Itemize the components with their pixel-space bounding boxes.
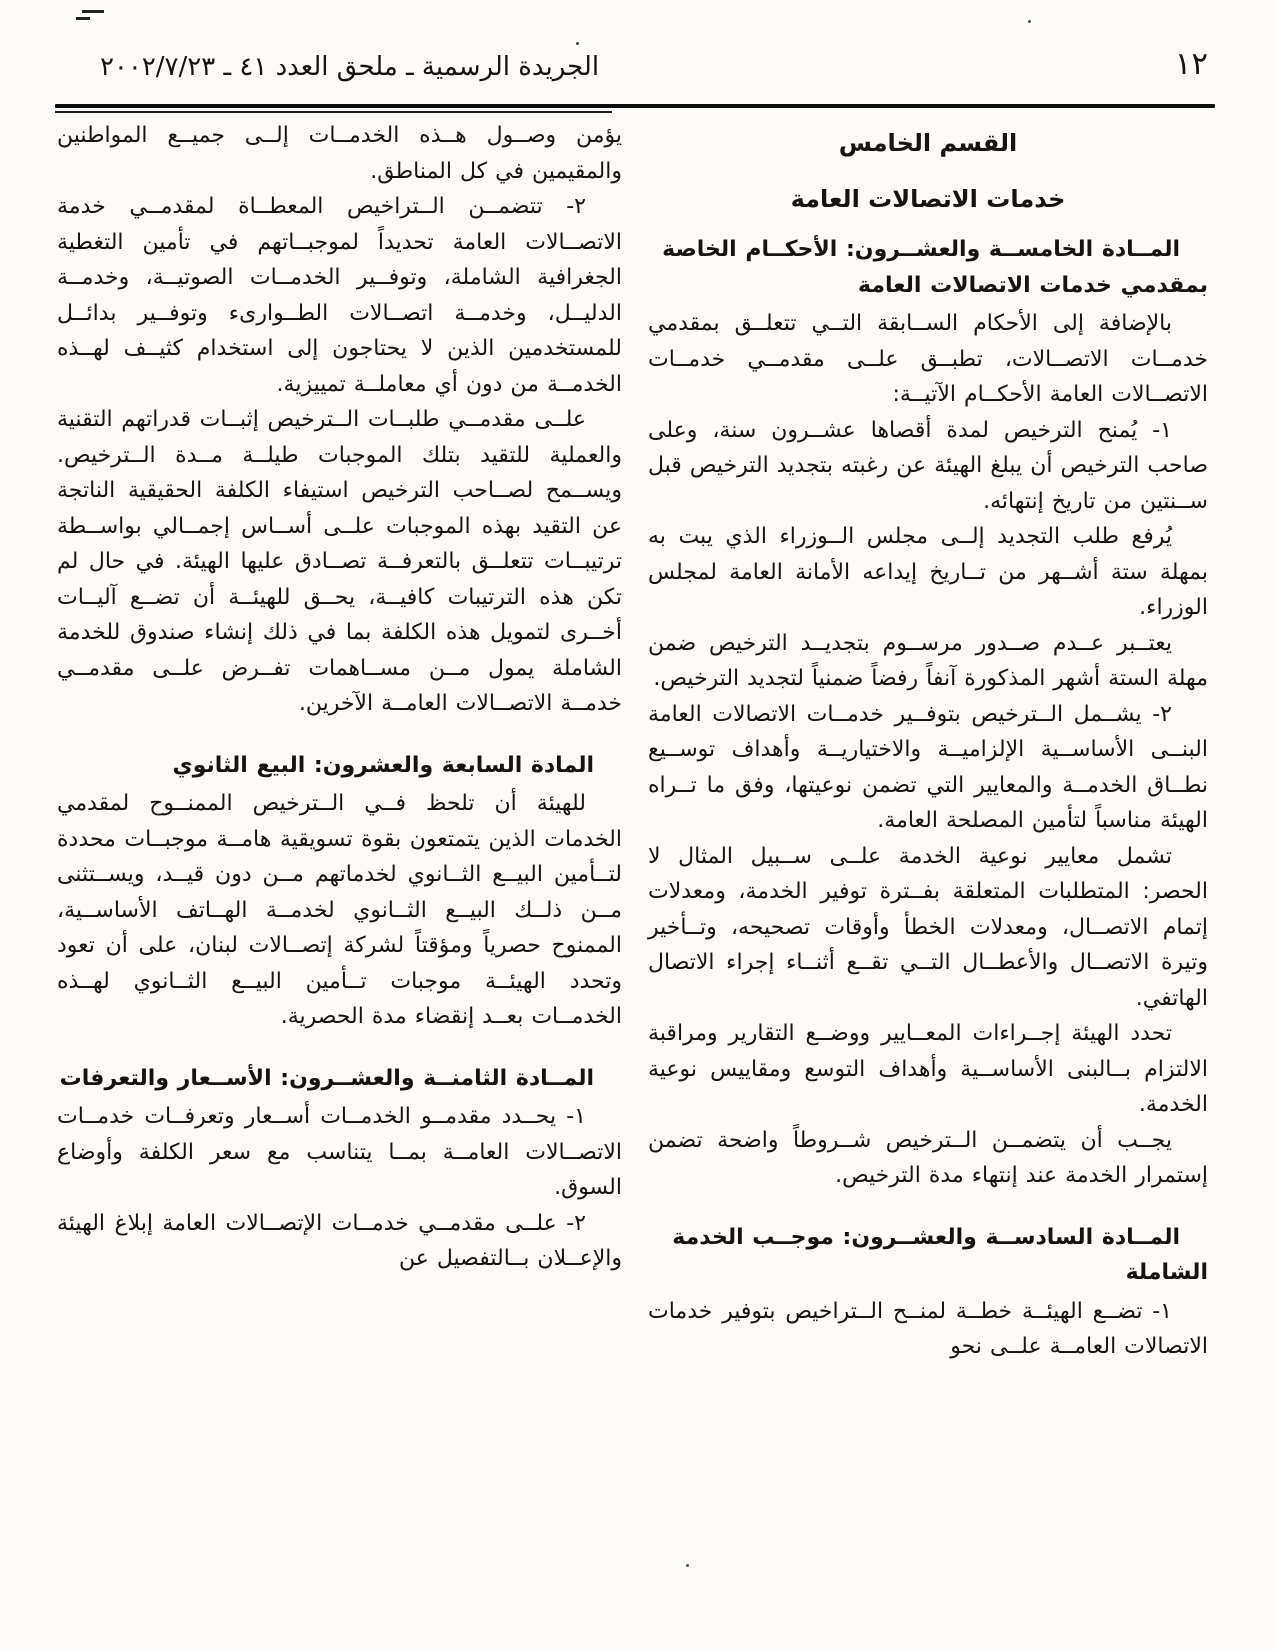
gazette-title: الجريدة الرسمية ـ ملحق العدد ٤١ ـ ٢٠٠٢/٧/٢٣ — [99, 52, 600, 82]
column-right — [648, 118, 1208, 1365]
header-rule — [55, 104, 1215, 108]
paragraph: ١- يُمنح الترخيص لمدة أقصاها عشــرون سنة، وعلى صاحب الترخيص أن يبلغ الهيئة عن رغبته بتجديد الترخيص قبل ســنتين من تاريخ إنتهائه. — [648, 417, 1208, 514]
article-26-title: المــادة السادســة والعشــرون: موجــب الخدمة الشاملة — [672, 1224, 1208, 1285]
scan-corner-mark — [82, 10, 104, 13]
paragraph: ١- تضــع الهيئــة خطــة لمنــح الــتراخيص بتوفير خدمات الاتصالات العامــة علــى نحو — [648, 1298, 1208, 1359]
paragraph: ٢- علــى مقدمــي خدمــات الإتصــالات العامة إبلاغ الهيئة والإعــلان بــالتفصيل عن — [57, 1210, 622, 1271]
section-subheading: خدمات الاتصالات العامة — [790, 185, 1066, 213]
section-heading: القسم الخامس — [838, 129, 1018, 157]
paragraph: بالإضافة إلى الأحكام الســابقة التــي تتعلــق بمقدمي خدمــات الاتصــالات، تطبــق علــى مقدمــي خدمــات الاتصــالات العامة الأحكــام الآتيــة: — [648, 311, 1208, 407]
paragraph: للهيئة أن تلحظ فــي الــترخيص الممنــوح لمقدمي الخدمات الذين يتمتعون بقوة تسويقية هامــة موجبــات محددة لتــأمين البيــع الثــانوي لخدماتهم مــن دون قيــد، ويســتثنى مــن ذلــك البيــع الثــانوي لخدمــة الهــاتف الأساســية، الممنوح حصرياً ومؤقتاً لشركة إتصــالات لبنان، على أن تعود وتحدد الهيئــة موجبات تــأمين البيــع الثــانوي لهــذه الخدمــات بعــد إنقضاء مدة الحصرية. — [57, 791, 622, 1029]
paragraph: يُرفع طلب التجديد إلــى مجلس الــوزراء الذي يبت به بمهلة ستة أشــهر من تــاريخ إيداعه الأمانة العامة لمجلس الوزراء. — [648, 524, 1208, 620]
page-header — [57, 46, 1208, 82]
content-columns — [57, 118, 1208, 1365]
paragraph: ٢- يشــمل الــترخيص بتوفــير خدمــات الاتصالات العامة البنــى الأساســية الإلزاميــة والاختياريــة وأهداف توســيع نطــاق الخدمــة والمعايير التي تضمن نوعيتها، وفق ما تــراه الهيئة مناسباً لتأمين المصلحة العامة. — [648, 701, 1208, 833]
paragraph: يجــب أن يتضمــن الــترخيص شــروطاً واضحة تضمن إستمرار الخدمة عند إنتهاء مدة الترخيص. — [648, 1127, 1208, 1188]
article-27-title: المادة السابعة والعشرون: البيع الثانوي — [172, 752, 594, 778]
paragraph: تحدد الهيئة إجــراءات المعــايير ووضــع التقارير ومراقبة الالتزام بــالبنى الأساســية وأهداف التوسع ومقاييس نوعية الخدمة. — [648, 1021, 1208, 1117]
page-number: ١٢ — [1174, 46, 1208, 82]
paragraph-continuation: يؤمن وصــول هــذه الخدمــات إلــى جميــع المواطنين والمقيمين في كل المناطق. — [57, 123, 622, 184]
paragraph: ٢- تتضمــن الــتراخيص المعطــاة لمقدمــي خدمة الاتصــالات العامة تحديداً لموجبــاتهم في تأمين التغطية الجغرافية الشاملة، وتوفــير الخدمــات الصوتيــة، وخدمــة الدليــل، وخدمــة اتصــالات الطــوارىء وتوفــير بدائــل للمستخدمين الذين لا يحتاجون إلى استخدام كثيــف لهــذه الخدمــة من دون أي معاملــة تمييزية. — [57, 194, 622, 397]
article-25-title: المــادة الخامســة والعشــرون: الأحكــام الخاصة بمقدمي خدمات الاتصالات العامة — [662, 237, 1208, 298]
paragraph: تشمل معايير نوعية الخدمة علــى ســبيل المثال لا الحصر: المتطلبات المتعلقة بفــترة توفير الخدمة، ومعدلات إتمام الاتصــال، ومعدلات الخطأ وأوقات تصحيحه، وتــأخير وتيرة الاتصــال والأعطــال التــي تقــع أثنــاء إجراء الاتصال الهاتفي. — [648, 843, 1208, 1011]
scan-speck — [576, 42, 579, 45]
column-left — [57, 118, 622, 1277]
article-28-title: المــادة الثامنــة والعشــرون: الأســعار والتعرفات — [59, 1065, 594, 1091]
paragraph: يعتــبر عــدم صــدور مرســوم بتجديــد الترخيص ضمن مهلة الستة أشهر المذكورة آنفاً رفضاً ضمنياً لتجديد الترخيص. — [648, 630, 1208, 691]
paragraph: علــى مقدمــي طلبــات الــترخيص إثبــات قدراتهم التقنية والعملية للتقيد بتلك الموجبات طيلــة مــدة الــترخيص. ويســمح لصــاحب الترخيص استيفاء الكلفة الحقيقية الناتجة عن التقيد بهذه الموجبات علــى أســاس إجمــالي بواســطة ترتيبــات تتعلــق بالتعرفــة تصــادق عليها الهيئة. في حال لم تكن هذه الترتيبات كافيــة، يحــق للهيئــة أن تضــع آليــات أخــرى لتمويل هذه الكلفة بما في ذلك إنشاء صندوق للخدمة الشاملة يمول مــن مســاهمات تفــرض علــى مقدمــي خدمــة الاتصــالات العامــة الآخرين. — [57, 407, 622, 716]
paragraph: ١- يحــدد مقدمــو الخدمــات أســعار وتعرفــات خدمــات الاتصــالات العامــة بمــا يتناسب مع سعر الكلفة وأوضاع السوق. — [57, 1104, 622, 1200]
